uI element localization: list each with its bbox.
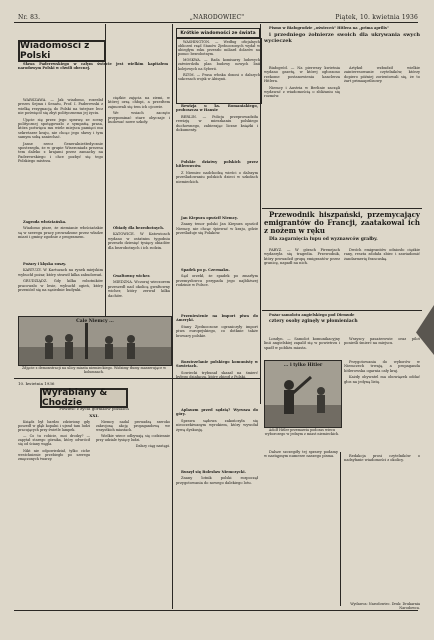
photo-hitler	[264, 360, 342, 428]
col4-closing-a: Dalsze szczegóły tej sprawy podamy w następnym numerze naszego pisma.	[264, 450, 338, 459]
article-execution: Rozstrzelanie polskiego komunisty w Sowietach. Sowiecki trybunał skazał na śmierć byłego działacza, który zbiegł z Polski.	[176, 360, 258, 380]
world-news-box: WASHINGTON. — Według oficjalnych obliczeń rząd Stanów Zjednoczonych wydał w ubiegłym roku przeszło miliard dolarów na pomoc bezrobotnym. MOSKWA. — Rada komisarzy ludowych zatwierdziła plan budowy nowych linii kolejowych na Syberii. RZYM. — Prasa włoska donosi o dalszych sukcesach wojsk w Abisynii.	[176, 38, 262, 104]
article-court: Aplauzm przed sędzią? Wyrusza do góry. Sprawa sądowa zakończyła się nieoczekiwanym wyrokiem, który wywołał żywą dyskusję.	[176, 408, 258, 432]
plane-headline-block	[264, 313, 420, 335]
article-inheritance: Spadek po p. Czermaku. Sąd orzekł, że spadek po zmarłym przemysłowcu przypada jego najbliższej rodzinie w Polsce.	[176, 268, 258, 288]
issue-info: Piątek, 10. kwietnia 1936	[335, 14, 418, 21]
col4-after-photo: Przygotowania do wyborów w Niemczech trwają, a propaganda hitlerowska ogarnia cały kraj. Każdy obywatel ma obowiązek oddać głos na jedyną listę.	[344, 360, 420, 384]
section-rule	[262, 208, 422, 209]
article-beer-import: Przeniesienie na Import piwa do Ameryki. Stany Zjednoczone ograniczyły import piwa europejskiego, co dotknie także browary polskie.	[176, 314, 258, 338]
serial-text-col-a: Ksiądz był bardzo zdziwiony gdy poszedł w głąb kopalni i ujrzał tam ludzi pracujących przy świetle lampek. — Co tu robicie, moi drodzy? — zapytał starego górnika, który odwrócił się od ściany węgla. Nikt nie odpowiedział, tylko ciche westchnienie przebiegło po szeregu zmęczonych twarzy.	[18, 420, 90, 461]
emigrant-article-a: PARYŻ. — W górach Pirenejach wydarzyła się tragedia. Przewodnik, który prowadził grupę emigrantów przez granicę, napadł na nich.	[264, 248, 340, 266]
newspaper-name: „NARODOWIEC"	[189, 14, 245, 21]
serial-subtitle: Powieść z życia górników polskich	[59, 406, 129, 411]
hitler-article-a: Białogród. — Na pierwszy kwietnia wydano gazetę, w której ogłoszono rzekome postanowienia kanclerza Hitlera. Niemcy i Austria w Berlinie zaczęli wydawać z wiadomością o zbliżaniu się rozmów.	[264, 66, 340, 99]
plane-headline: Pożar samolotu angielskiego pod Dirmude	[269, 313, 355, 317]
emigrant-headline: Przewodnik hiszpański, przemycający emigrantów do Francji, zaatakowal ich z nożem w ręku	[264, 211, 420, 235]
photo-hitler-label: ... i tylko Hitler	[283, 363, 323, 368]
serial-title: Wyrabiany & Chodzie	[40, 388, 128, 408]
hitler-headline: Pismo w Białogrodzie „oświeceń" Hitlera na „prima aprilis"	[269, 26, 389, 30]
article-homestead: Zagroda włościańska. Wiadomo pisze, że ziemianie włościańskie są w szeregu pracy prowadzone przez władze miast i gminy zgodnie z programem.	[18, 220, 103, 240]
article-wind: Gwałtowny wicher. MIEDZNA. Wczoraj wieczorem przeszedł nad okolicą gwałtowny wicher, który zerwał kilka dachów.	[108, 274, 170, 298]
serial-text-col-b: Niemcy nadal prowadzą szeroko zakrojoną akcję propagandową we wszystkich miastach. Wielkie wiece odbywają się codziennie przy udziale tysięcy ludzi. Dalszy ciąg nastąpi.	[96, 420, 170, 449]
column-rule	[340, 452, 341, 606]
photo-germany	[18, 316, 172, 366]
section-title-poland: Wiadomości z Polski	[18, 40, 106, 62]
article-aviator: Ruszył się Bolesław Niemczycki. Znany lotnik polski rozpoczął przygotowania do nowego dalekiego lotu.	[176, 470, 258, 485]
col2-intro: ciężkie zajęcia na ziemi, w której orzą chłopi, a przedtem zajmowali się tem ich ojcowie. We wsiach zaczęto przypominać stare obyczaje i budować nowe szkoły.	[108, 96, 170, 125]
section-rule	[262, 310, 422, 311]
photo-caption: Zdjęcie z demonstracji na ulicy miasta niemieckiego. Widzimy tłumy maszerujące w kolumnach.	[21, 366, 167, 374]
article-revision: Rewizja u ks. Romaniakiego, proboszcza w Hansie BERLIN. — Policja przeprowadziła rewizję w mieszkaniu polskiego duchownego, zabierając liczne książki i dokumenty.	[176, 104, 258, 133]
hitler-subhead: i przedniego żołnierze swoich dla ukrywania swych wycieczek	[264, 32, 420, 45]
article-dinners: Obiady dla bezrobotnych. KATOWICE. W Katowicach wydano w ostatnim tygodniu przeszło dziesięć tysięcy obiadów dla bezrobotnych i ich rodzin.	[108, 226, 170, 250]
lead-article: WARSZAWA. — Jak wiadomo, rozesłał prezes Sejmu i Senatu, Prof. I. Paderewski z wielką rezygnacją do Polski na tutejsze lecz nie poświęcił się zbyt politycznemu jej życiu. Ujęcie się przez jego sprawę ze sceny politycznej spotęgowało z sympatią prasa, która poświęca mu wiele miejsca pamięci mu sekretarze kraju, nie chcąc jego sławy i tym samym sobą zaniechać. Jasne rzecz Generalnieśtedycznie spostrzegła, że w grupie Wiseroniadz prezesa tem daleko z krajami przez zamachy na Paderewskiego i chce pozbyć się tego Polskiego mistrza.	[18, 98, 103, 164]
photo-label: Cale Niemcy ...	[76, 319, 114, 324]
footer-rule	[14, 610, 418, 611]
imprint: Wydawca: Narodowiec. Druk: Drukarnia Narodowca.	[350, 602, 420, 610]
photo-hitler-caption: Adolf Hitler przemawia podczas wiecu wyborczego w jednym z miast niemieckich.	[264, 428, 340, 436]
emigrant-article-b: Dwóch emigrantów odniosło ciężkie rany, reszta zdołała zbiec i zawiadomić żandarmerię francuską.	[344, 248, 420, 261]
emigrant-subhead: Dla zagarnięcia łupu od wyznawców grałby.	[269, 237, 378, 242]
salute-illustration	[265, 361, 341, 427]
column-rule	[172, 24, 173, 609]
crowd-illustration	[19, 317, 171, 365]
plane-subhead: cztery osoby zginęły w płomieniach	[269, 319, 358, 325]
serial-date: 10. kwietnia 1936	[18, 381, 55, 386]
world-news-box-title: Krótkie wiadomości ze świata	[176, 28, 260, 38]
hitler-headline-block	[264, 26, 420, 62]
article-fires: Pożary i klęska suszy. KARTUZY. W Kartuzach na rynek miejskim wybuchł pożar, który strawił kilka zabudowań. GRUDZIĄDZ. Gdy kilka robotników pracowało w lesie, wybuchł ogień, który przeniósł się na sąsiednie budynki.	[18, 262, 103, 293]
article-children: Polskie dziatwy polskich przez hitlerowców. Z Niemiec nadchodzą wieści o dalszym prześladowaniu polskich dzieci w szkołach niemieckich.	[176, 160, 258, 184]
hitler-article-b: Artykuł wzbudził wielkie zainteresowanie czytelników, którzy dopiero później zorientowali się, że to żart primaaprilisowy.	[344, 66, 420, 84]
article-kiepura: Jan Kiepura opuścił Niemcy. Znany tenor polski Jan Kiepura opuścił Niemcy, nie chcąc śpiewać w kraju, gdzie prześladuje się Polaków.	[176, 216, 258, 236]
page-number: Nr. 83.	[18, 14, 41, 21]
header-rule	[14, 22, 418, 23]
lead-headline: Sława Paderewskiego w całym świecie jest wielkim kapitałem narodowym Polski w chwili obecnej.	[18, 62, 168, 71]
col4-closing-b: Redakcja prosi czytelników o nadsyłanie wiadomości z okolicy.	[344, 454, 420, 463]
serial-chapter: XXI.	[89, 413, 99, 418]
plane-article-b: Wszyscy pasażerowie oraz pilot ponieśli śmierć na miejscu.	[344, 337, 420, 346]
plane-article-a: Londyn. — Samolot komunikacyjny linii angielskiej zapalił się w powietrzu i spadł w pobliżu miasta.	[264, 337, 340, 350]
emigrant-headline-block	[264, 211, 420, 245]
